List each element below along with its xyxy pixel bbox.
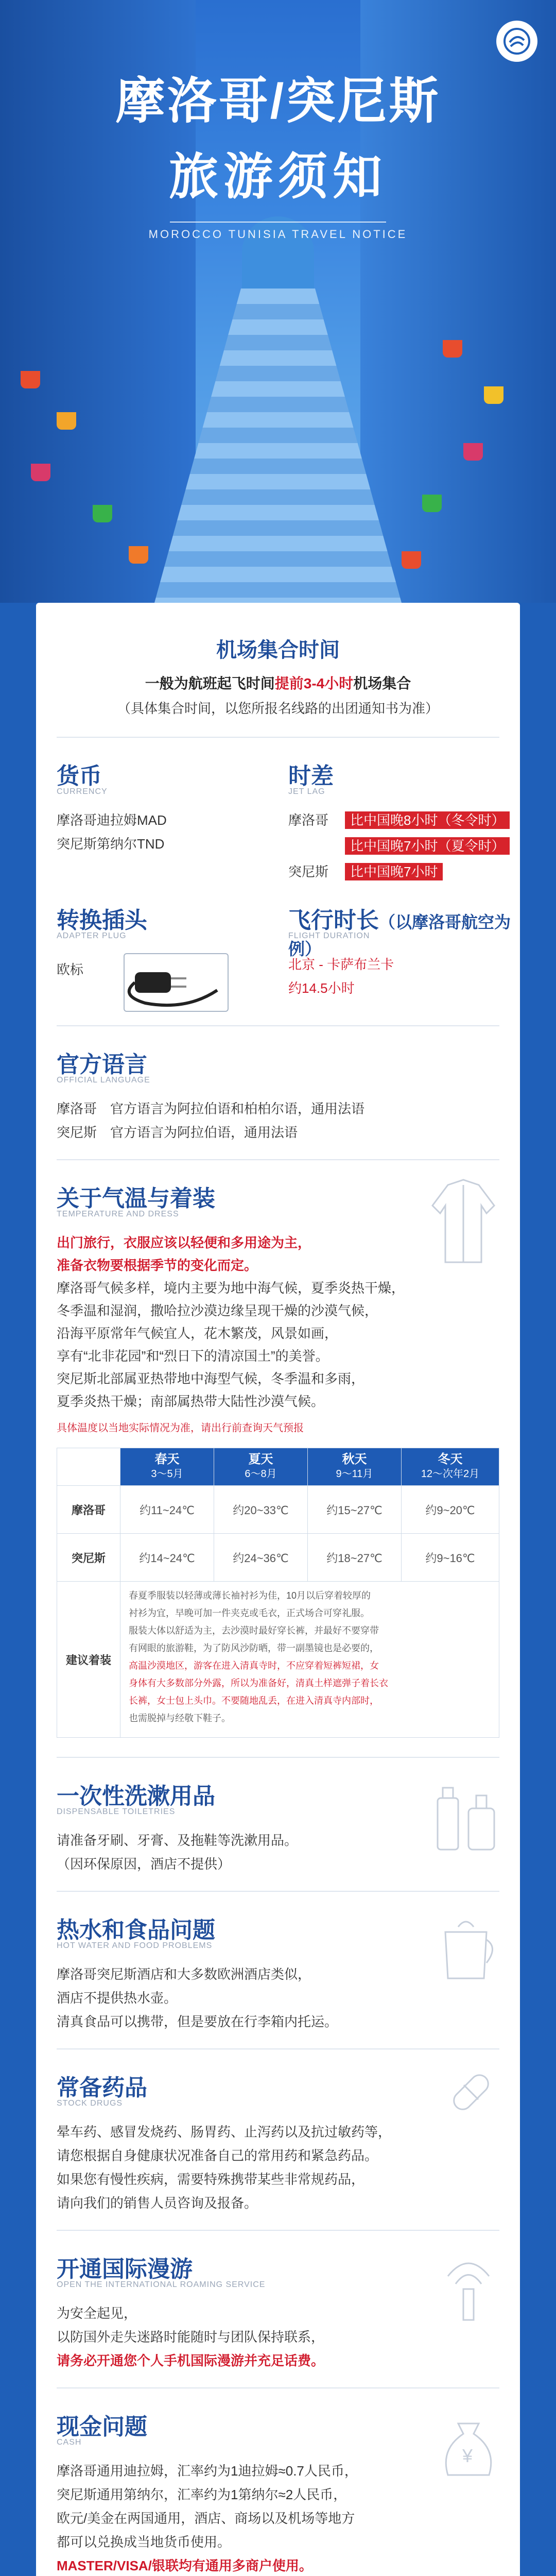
advice-line: 身体有大多数部分外露，所以为准备好，清真土样遮弹子着长衣 [129, 1678, 388, 1688]
flight-route: 北京 - 卡萨布兰卡 [288, 957, 394, 972]
temp-cell: 约18~27℃ [308, 1534, 402, 1582]
cash-line: 都可以兑换成当地货币使用。 [57, 2534, 231, 2550]
flower-pot [31, 464, 50, 481]
table-row [57, 1486, 499, 1534]
hero-title-block [108, 46, 448, 242]
row-label: 突尼斯 [57, 1534, 120, 1582]
hotwater-en: HOT WATER AND FOOD PROBLEMS [57, 1941, 213, 1950]
content-card [36, 603, 520, 2576]
advice-line: 衬衫为宜，早晚可加一件夹克或毛衣，正式场合可穿礼服。 [129, 1608, 370, 1618]
language-en: OFFICIAL LANGUAGE [57, 1076, 150, 1084]
timediff-country: 突尼斯 [288, 864, 329, 879]
temp-cell: 约24~36℃ [214, 1534, 308, 1582]
page-title: 摩洛哥/突尼斯 [115, 74, 441, 129]
advice-cell [120, 1582, 499, 1738]
title-english: MOROCCO TUNISIA TRAVEL NOTICE [148, 228, 408, 241]
hotwater-line: 摩洛哥突尼斯酒店和大多数欧洲酒店类似， [57, 1967, 311, 1982]
flower-pot [21, 371, 40, 388]
hotwater-line: 酒店不提供热水壶。 [57, 1990, 178, 2006]
divider [57, 737, 499, 738]
wifi-icon [438, 2245, 499, 2323]
row-label: 摩洛哥 [57, 1486, 120, 1534]
temp-cell: 约20~33℃ [214, 1486, 308, 1534]
drugs-line: 请向我们的销售人员咨询及报备。 [57, 2195, 258, 2211]
timediff-country: 摩洛哥 [288, 812, 329, 828]
divider [57, 2387, 499, 2388]
toiletries-line: 请准备牙刷、牙膏、及拖鞋等洗漱用品。 [57, 1833, 298, 1848]
currency-row: 摩洛哥迪拉姆MAD [57, 812, 167, 828]
weather-red-line: 出门旅行，衣服应该以轻便和多用途为主， [57, 1235, 311, 1250]
temp-cell: 约9~20℃ [402, 1486, 499, 1534]
meeting-post: 机场集合 [353, 675, 411, 691]
timediff-title: 时差 [288, 764, 334, 789]
svg-text:¥: ¥ [462, 2445, 473, 2466]
money-bag-icon [438, 2403, 499, 2485]
page-subtitle: 旅游须知 [169, 149, 387, 205]
flower-pot [93, 505, 112, 522]
meeting-red: 提前3-4小时 [274, 675, 354, 691]
flower-pot [443, 340, 462, 358]
pill-icon [443, 2064, 499, 2121]
cash-en: CASH [57, 2438, 82, 2447]
timediff-en: JET LAG [288, 787, 325, 796]
divider [57, 1891, 499, 1892]
flight-en: FLIGHT DURATION [288, 931, 370, 940]
timediff-value: 比中国晚8小时（冬令时） [345, 811, 510, 829]
roaming-red-line: 请务必开通您个人手机国际漫游并充足话费。 [57, 2353, 325, 2368]
divider [57, 1159, 499, 1160]
table-row [57, 1534, 499, 1582]
weather-line: 夏季炎热干燥；南部属热带大陆性沙漠气候。 [57, 1394, 325, 1409]
weather-line: 沿海平原常年气候宜人，花木繁茂，风景如画， [57, 1326, 338, 1341]
meeting-title: 机场集合时间 [216, 639, 340, 662]
cash-line: 欧元/美金在两国通用，酒店、商场以及机场等地方 [57, 2511, 355, 2526]
cash-line: 摩洛哥通用迪拉姆，汇率约为1迪拉姆≈0.7人民币， [57, 2463, 358, 2479]
language-row: 摩洛哥 官方语言为阿拉伯语和柏柏尔语，通用法语 [57, 1101, 365, 1116]
drugs-line: 晕车药、感冒发烧药、肠胃药、止泻药以及抗过敏药等， [57, 2124, 392, 2140]
table-row [57, 1582, 499, 1738]
plug-image-frame [124, 953, 229, 1012]
advice-label: 建议着装 [57, 1582, 120, 1738]
timediff-value: 比中国晚7小时 [345, 863, 443, 880]
advice-line: 有网眼的旅游鞋，为了防风沙防晒，带一副墨镜也是必要的， [129, 1643, 379, 1653]
table-corner [57, 1448, 120, 1486]
toiletries-title: 一次性洗漱用品 [57, 1784, 215, 1809]
flight-duration: 约14.5小时 [288, 980, 355, 996]
language-title: 官方语言 [57, 1052, 147, 1077]
hero-banner [0, 0, 556, 603]
divider [57, 1025, 499, 1026]
toiletries-en: DISPENSABLE TOILETRIES [57, 1807, 176, 1816]
advice-line: 也需脱掉与经敬下鞋子。 [129, 1713, 231, 1723]
toiletries-line: （因环保原因，酒店不提供） [57, 1856, 231, 1872]
divider [57, 2048, 499, 2049]
drugs-line: 如果您有慢性疾病，需要特殊携带某些非常规药品， [57, 2172, 365, 2187]
timediff-value: 比中国晚7小时（夏令时） [345, 837, 510, 855]
advice-line: 长裤，女士包上头巾。不要随地乱丢，在进入清真寺内部时， [129, 1696, 379, 1706]
temp-cell: 约9~16℃ [402, 1534, 499, 1582]
toiletries-icon [427, 1767, 505, 1855]
cash-red-line: MASTER/VISA/银联均有通用多商户使用。 [57, 2558, 312, 2573]
climate-table [57, 1448, 499, 1738]
season-header: 夏天 6～8月 [214, 1448, 308, 1486]
meeting-line [36, 672, 520, 693]
drugs-title: 常备药品 [57, 2075, 147, 2100]
plug-title: 转换插头 [57, 908, 147, 933]
temp-cell: 约11~24℃ [120, 1486, 214, 1534]
language-row: 突尼斯 官方语言为阿拉伯语，通用法语 [57, 1125, 298, 1140]
coat-icon [427, 1175, 499, 1267]
divider [57, 1757, 499, 1758]
weather-line: 冬季温和湿润，撒哈拉沙漠边缘呈现干燥的沙漠气候， [57, 1303, 378, 1318]
advice-line: 春夏季服装以轻薄或薄长袖衬衫为佳，10月以后穿着较厚的 [129, 1590, 371, 1601]
meeting-note: （具体集合时间，以您所报名线路的出团通知书为准） [117, 701, 439, 716]
plug-value: 欧标 [57, 962, 84, 977]
currency-title: 货币 [57, 764, 102, 789]
roaming-en: OPEN THE INTERNATIONAL ROAMING SERVICE [57, 2280, 266, 2289]
flower-pot [129, 546, 148, 564]
flower-pot [463, 443, 483, 461]
temp-cell: 约15~27℃ [308, 1486, 402, 1534]
season-header: 春天 3～5月 [120, 1448, 214, 1486]
weather-note: 具体温度以当地实际情况为准，请出行前查询天气预报 [57, 1422, 304, 1434]
drugs-en: STOCK DRUGS [57, 2099, 123, 2108]
plug-en: ADAPTER PLUG [57, 931, 127, 940]
climate-table-wrap [36, 1448, 520, 1736]
flight-title-note: （以摩洛哥航空为例） [288, 913, 511, 958]
plug-icon [125, 954, 228, 1011]
temp-cell: 约14~24℃ [120, 1534, 214, 1582]
hotwater-line: 清真食品可以携带，但是要放在行李箱内托运。 [57, 2014, 338, 2029]
meeting-pre: 一般为航班起飞时间 [145, 675, 275, 691]
brand-logo [496, 21, 537, 62]
drugs-line: 请您根据自身健康状况准备自己的常用药和紧急药品。 [57, 2148, 378, 2163]
advice-line: 服装大体以舒适为主，去沙漠时最好穿长裤，并最好不要穿带 [129, 1625, 379, 1636]
weather-title: 关于气温与着装 [57, 1186, 215, 1211]
title-divider [170, 222, 386, 223]
currency-row: 突尼斯第纳尔TND [57, 836, 165, 852]
roaming-line: 以防国外走失迷路时能随时与团队保持联系， [57, 2329, 325, 2345]
weather-line: 摩洛哥气候多样，境内主要为地中海气候，夏季炎热干燥， [57, 1280, 405, 1296]
weather-red-line: 准备衣物要根据季节的变化而定。 [57, 1258, 258, 1273]
currency-en: CURRENCY [57, 787, 108, 796]
roaming-line: 为安全起见， [57, 2306, 137, 2321]
weather-line: 享有“北非花园”和“烈日下的清凉国土”的美誉。 [57, 1348, 329, 1364]
cash-title: 现金问题 [57, 2414, 147, 2439]
season-header: 秋天 9～11月 [308, 1448, 402, 1486]
flower-pot [402, 551, 421, 569]
weather-en: TEMPERATURE AND DRESS [57, 1210, 179, 1218]
flower-pot [57, 412, 76, 430]
flight-title: 飞行时长 [288, 908, 379, 933]
weather-line: 突尼斯北部属亚热带地中海型气候，冬季温和多雨， [57, 1371, 365, 1386]
roaming-title: 开通国际漫游 [57, 2257, 193, 2282]
hotwater-title: 热水和食品问题 [57, 1918, 215, 1943]
flower-pot [422, 495, 442, 512]
flower-pot [484, 386, 503, 404]
divider [57, 2230, 499, 2231]
advice-line: 高温沙漠地区，游客在进入清真寺时，不应穿着短裤短裙，女 [129, 1660, 379, 1671]
kettle-icon [432, 1906, 499, 1984]
cash-line: 突尼斯通用第纳尔，汇率约为1第纳尔≈2人民币， [57, 2487, 347, 2502]
season-header: 冬天 12～次年2月 [402, 1448, 499, 1486]
